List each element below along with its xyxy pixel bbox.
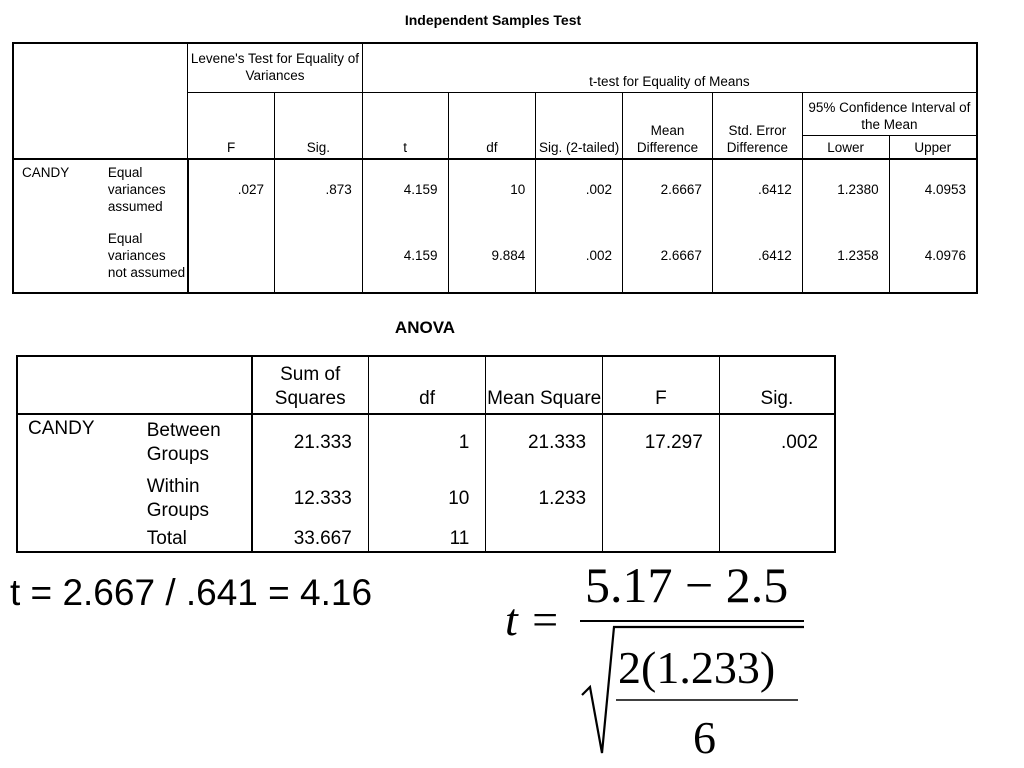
col-header-F: F	[603, 356, 720, 414]
cell-upper: 4.0953	[889, 159, 977, 218]
cell-sig: .873	[274, 159, 362, 218]
variable-label: CANDY	[17, 414, 135, 552]
col-header-lower: Lower	[802, 136, 889, 160]
cell-ms: 1.233	[486, 471, 603, 527]
cell-sig: .002	[719, 414, 835, 471]
row-label: Between Groups	[135, 414, 252, 471]
anova-table	[16, 355, 836, 553]
col-header-ms: Mean Square	[486, 356, 603, 414]
cell-df: 10	[368, 471, 486, 527]
col-header-df: df	[368, 356, 486, 414]
cell-std-err: .6412	[712, 218, 802, 293]
ci-header: 95% Confidence Interval of the Mean	[802, 93, 977, 136]
table-row	[13, 159, 977, 218]
cell-F: .027	[188, 159, 275, 218]
col-header-t: t	[362, 93, 448, 160]
formula-numerator: 5.17 − 2.5	[585, 557, 789, 613]
col-header-sig: Sig.	[719, 356, 835, 414]
cell-ss: 33.667	[252, 527, 369, 552]
col-header-sig: Sig.	[274, 93, 362, 160]
col-header-ss: Sum of Squares	[252, 356, 369, 414]
row-label: Equal variances assumed	[103, 159, 188, 218]
cell-df: 1	[368, 414, 486, 471]
col-header-std-err: Std. Error Difference	[712, 93, 802, 160]
formula-inner-numerator: 2(1.233)	[618, 642, 776, 693]
col-header-upper: Upper	[889, 136, 977, 160]
ist-title: Independent Samples Test	[404, 12, 582, 28]
cell-df: 11	[368, 527, 486, 552]
row-label: Total	[146, 528, 187, 549]
cell-lower: 1.2380	[802, 159, 889, 218]
cell-df: 9.884	[448, 218, 536, 293]
ttest-header: t-test for Equality of Means	[362, 43, 977, 93]
t-formula-text: t = 2.667 / .641 = 4.16	[10, 572, 373, 613]
t-formula-equation	[490, 555, 820, 765]
cell-ms	[486, 527, 603, 552]
table-row	[17, 527, 835, 552]
cell-sig	[719, 527, 835, 552]
table-row	[17, 471, 835, 527]
anova-title: ANOVA	[394, 318, 456, 337]
col-header-df: df	[448, 93, 536, 160]
row-label: Equal variances not assumed	[107, 230, 186, 280]
cell-sig2: .002	[536, 159, 623, 218]
cell-std-err: .6412	[712, 159, 802, 218]
formula-lhs: t =	[505, 594, 561, 645]
cell-df: 10	[448, 159, 536, 218]
independent-samples-test-table	[12, 42, 978, 294]
cell-t: 4.159	[362, 218, 448, 293]
cell-t: 4.159	[362, 159, 448, 218]
cell-mean-diff: 2.6667	[623, 218, 713, 293]
cell-ss: 12.333	[252, 471, 369, 527]
cell-lower: 1.2358	[802, 218, 889, 293]
cell-mean-diff: 2.6667	[623, 159, 713, 218]
col-header-F: F	[188, 93, 275, 160]
cell-sig	[719, 471, 835, 527]
table-row	[13, 218, 977, 293]
cell-upper: 4.0976	[889, 218, 977, 293]
cell-F	[603, 471, 720, 527]
cell-sig	[274, 218, 362, 293]
cell-ms: 21.333	[486, 414, 603, 471]
cell-ss: 21.333	[252, 414, 369, 471]
levene-header: Levene's Test for Equality of Variances	[188, 43, 363, 93]
cell-sig2: .002	[536, 218, 623, 293]
variable-label: CANDY	[13, 159, 103, 293]
col-header-mean-diff: Mean Difference	[623, 93, 713, 160]
formula-inner-denominator: 6	[693, 712, 716, 763]
cell-F: 17.297	[603, 414, 720, 471]
cell-F	[603, 527, 720, 552]
table-row	[17, 414, 835, 471]
row-label: Within Groups	[146, 476, 210, 521]
col-header-sig2: Sig. (2-tailed)	[536, 93, 623, 160]
cell-F	[188, 218, 275, 293]
